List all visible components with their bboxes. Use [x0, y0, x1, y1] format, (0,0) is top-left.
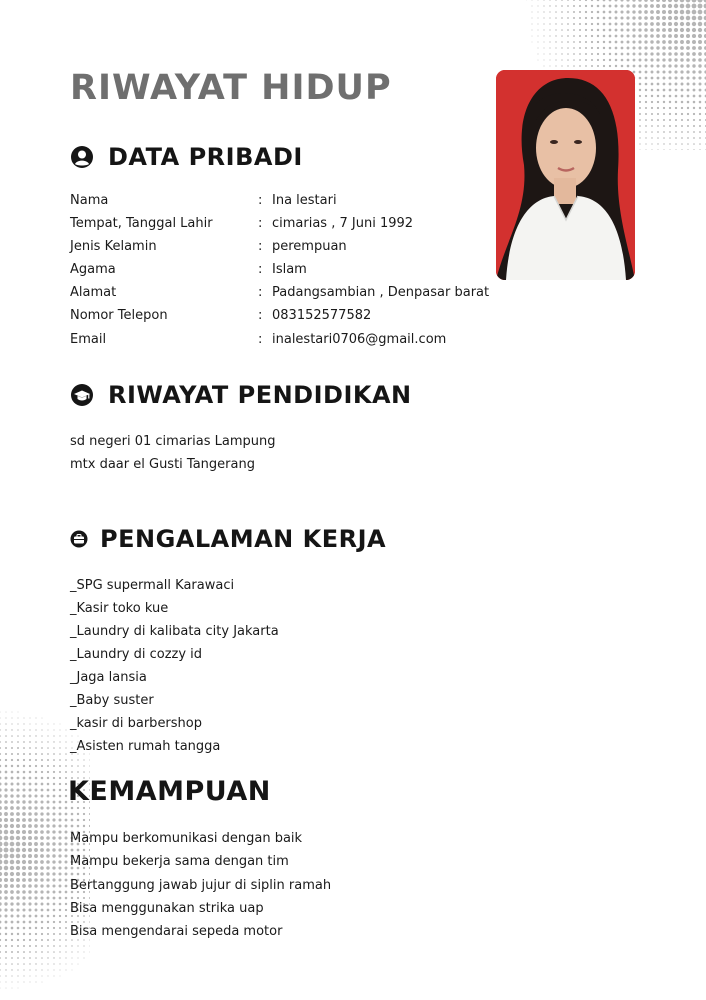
skill-item: Bertanggung jawab jujur di siplin ramah: [70, 878, 332, 893]
info-value: 083152577582: [272, 308, 372, 323]
separator: :: [258, 285, 263, 300]
info-label: Nomor Telepon: [70, 308, 168, 323]
section-title: KEMAMPUAN: [68, 776, 271, 807]
skill-item: Bisa menggunakan strika uap: [70, 901, 264, 916]
info-value: perempuan: [272, 239, 347, 254]
info-value: Islam: [272, 262, 307, 277]
experience-item: _Asisten rumah tangga: [70, 739, 221, 754]
info-label: Email: [70, 332, 107, 347]
experience-item: _Laundry di cozzy id: [70, 647, 203, 662]
section-heading-pendidikan: [70, 381, 412, 409]
experience-item: _Baby suster: [70, 693, 154, 708]
skill-item: Mampu bekerja sama dengan tim: [70, 854, 289, 869]
section-heading-kemampuan: [68, 776, 271, 807]
separator: :: [258, 216, 263, 231]
page-title: RIWAYAT HIDUP: [70, 68, 392, 108]
section-heading-data-pribadi: [70, 143, 303, 171]
experience-item: _Laundry di kalibata city Jakarta: [70, 624, 279, 639]
education-item: sd negeri 01 cimarias Lampung: [70, 434, 276, 449]
section-title: PENGALAMAN KERJA: [100, 525, 387, 553]
graduation-cap-icon: [70, 383, 94, 407]
skill-item: Bisa mengendarai sepeda motor: [70, 924, 283, 939]
experience-item: _SPG supermall Karawaci: [70, 578, 235, 593]
separator: :: [258, 332, 263, 347]
info-label: Tempat, Tanggal Lahir: [70, 216, 213, 231]
section-title: DATA PRIBADI: [108, 143, 303, 171]
experience-item: _kasir di barbershop: [70, 716, 202, 731]
experience-item: _Kasir toko kue: [70, 601, 169, 616]
separator: :: [258, 239, 263, 254]
separator: :: [258, 308, 263, 323]
info-value: Ina lestari: [272, 193, 337, 208]
info-value: cimarias , 7 Juni 1992: [272, 216, 414, 231]
info-label: Alamat: [70, 285, 117, 300]
info-label: Jenis Kelamin: [70, 239, 157, 254]
info-label: Nama: [70, 193, 109, 208]
separator: :: [258, 193, 263, 208]
info-value: Padangsambian , Denpasar barat: [272, 285, 490, 300]
briefcase-icon: [70, 530, 88, 548]
skill-item: Mampu berkomunikasi dengan baik: [70, 831, 303, 846]
section-heading-pengalaman: [70, 525, 386, 553]
user-circle-icon: [70, 145, 94, 169]
info-value: inalestari0706@gmail.com: [272, 332, 447, 347]
experience-item: _Jaga lansia: [70, 670, 147, 685]
profile-photo: [496, 70, 635, 280]
info-label: Agama: [70, 262, 116, 277]
education-item: mtx daar el Gusti Tangerang: [70, 457, 255, 472]
section-title: RIWAYAT PENDIDIKAN: [108, 381, 412, 409]
separator: :: [258, 262, 263, 277]
